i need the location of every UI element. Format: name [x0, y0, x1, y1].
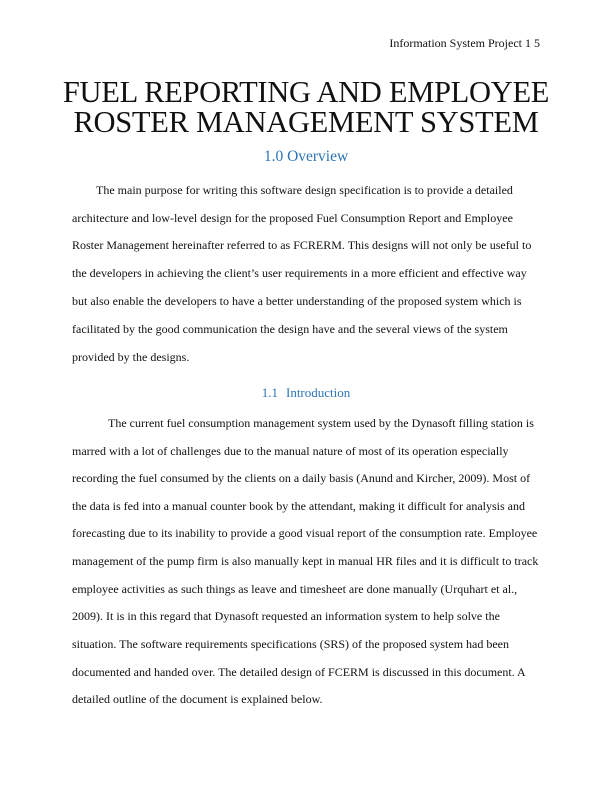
paragraph-line: the data is fed into a manual counter book by the attendant, making it difficult for analysis and [72, 499, 525, 513]
overview-heading: 1.0 Overview [263, 148, 349, 165]
paragraph-line: management of the pump firm is also manually kept in manual HR files and it is difficult to track [72, 554, 539, 568]
document-title-line-1: FUEL REPORTING AND EMPLOYEE [62, 75, 550, 109]
running-header: Information System Project 1 5 [389, 36, 540, 50]
introduction-heading [0, 385, 612, 401]
paragraph-line: The current fuel consumption management system used by the Dynasoft filling station is [108, 416, 534, 430]
section-title: Introduction [285, 385, 351, 400]
section-number: 1.1 [261, 385, 278, 400]
document-title-line-2: ROSTER MANAGEMENT SYSTEM [73, 105, 539, 139]
paragraph-line: marred with a lot of challenges due to the manual nature of most of its operation especially [72, 444, 509, 458]
paragraph-line: provided by the designs. [72, 350, 190, 364]
paragraph-line: Roster Management hereinafter referred to as FCRERM. This designs will not only be useful to [72, 238, 532, 252]
paragraph-line: 2009). It is in this regard that Dynasoft requested an information system to help solve the [72, 609, 500, 623]
paragraph-line: forecasting due to its inability to provide a good visual report of the consumption rate. Employee [72, 526, 538, 540]
paragraph-line: situation. The software requirements specifications (SRS) of the proposed system had been [72, 637, 510, 651]
paragraph-line: recording the fuel consumed by the clients on a daily basis (Anund and Kircher, 2009). Most of [72, 471, 531, 485]
paragraph-line: The main purpose for writing this software design specification is to provide a detailed [96, 183, 513, 197]
paragraph-line: architecture and low-level design for the proposed Fuel Consumption Report and Employee [72, 211, 513, 225]
paragraph-line: documented and handed over. The detailed design of FCERM is discussed in this document. A [72, 665, 526, 679]
paragraph-line: the developers in achieving the client’s user requirements in a more efficient and effective way [72, 266, 527, 280]
paragraph-line: but also enable the developers to have a better understanding of the proposed system which is [72, 294, 522, 308]
paragraph-line: detailed outline of the document is explained below. [72, 692, 323, 706]
paragraph-line: facilitated by the good communication the design have and the several views of the system [72, 322, 508, 336]
paragraph-line: employee activities as such things as leave and timesheet are done manually (Urquhart et al., [72, 582, 518, 596]
